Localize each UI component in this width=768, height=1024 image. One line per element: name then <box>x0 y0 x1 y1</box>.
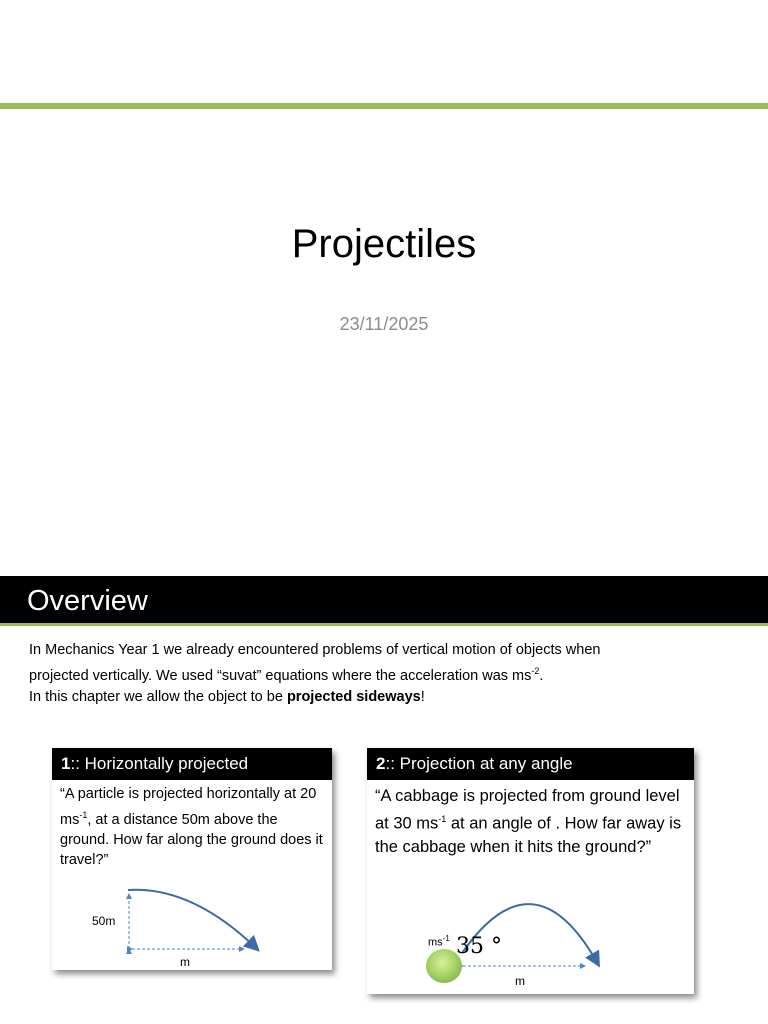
intro-line-3-end: ! <box>420 688 425 705</box>
speed-label-text: ms <box>428 936 443 949</box>
intro-line-3 <box>29 687 729 708</box>
intro-line-3-text: In this chapter we allow the object to be <box>29 688 287 705</box>
card-2-heading: :: Projection at any angle <box>385 754 573 773</box>
card-2-question-superscript: -1 <box>438 814 447 824</box>
distance-label: m <box>515 974 525 988</box>
slide-title: Projectiles <box>291 222 477 266</box>
card-projection-any-angle <box>367 748 694 994</box>
overview-title: Overview <box>27 585 148 617</box>
card-horizontally-projected <box>52 748 332 970</box>
overview-accent-line <box>0 623 768 626</box>
intro-line-2-superscript: -2 <box>531 666 540 676</box>
card-1-question-part-2: , at a distance 50m above the ground. How far along the ground does it travel?” <box>60 811 323 869</box>
card-1-number: 1 <box>61 754 71 773</box>
intro-line-2-text: projected vertically. We used “suvat” equations where the acceleration was ms <box>29 667 532 684</box>
intro-line-2-end: . <box>539 667 544 684</box>
card-1-question-superscript: -1 <box>79 809 88 820</box>
card-2-diagram <box>367 748 694 994</box>
card-1-diagram <box>52 748 332 970</box>
card-1-heading: :: Horizontally projected <box>70 754 249 773</box>
angle-label: 35 ° <box>456 934 502 959</box>
overview-intro <box>29 640 729 708</box>
card-2-question-part-2: at an angle of . How far away is the cabbage when it hits the ground?” <box>375 814 682 856</box>
slide-date: 23/11/2025 <box>339 314 429 334</box>
trajectory-curve <box>128 890 257 949</box>
card-2-number: 2 <box>376 754 386 773</box>
card-1-question-part-1: “A particle is projected horizontally at 20 ms <box>60 786 317 828</box>
intro-line-2 <box>29 661 729 687</box>
speed-label-superscript: -1 <box>442 934 450 943</box>
card-2-question-part-1: “A cabbage is projected from ground level at 30 ms <box>375 787 680 833</box>
distance-label: m <box>180 955 190 969</box>
height-label: 50m <box>92 914 116 928</box>
intro-line-1: In Mechanics Year 1 we already encountered problems of vertical motion of objects when <box>29 642 601 658</box>
title-slide-accent-line <box>0 103 768 109</box>
speed-label <box>428 932 450 950</box>
intro-line-3-bold: projected sideways <box>286 688 421 705</box>
